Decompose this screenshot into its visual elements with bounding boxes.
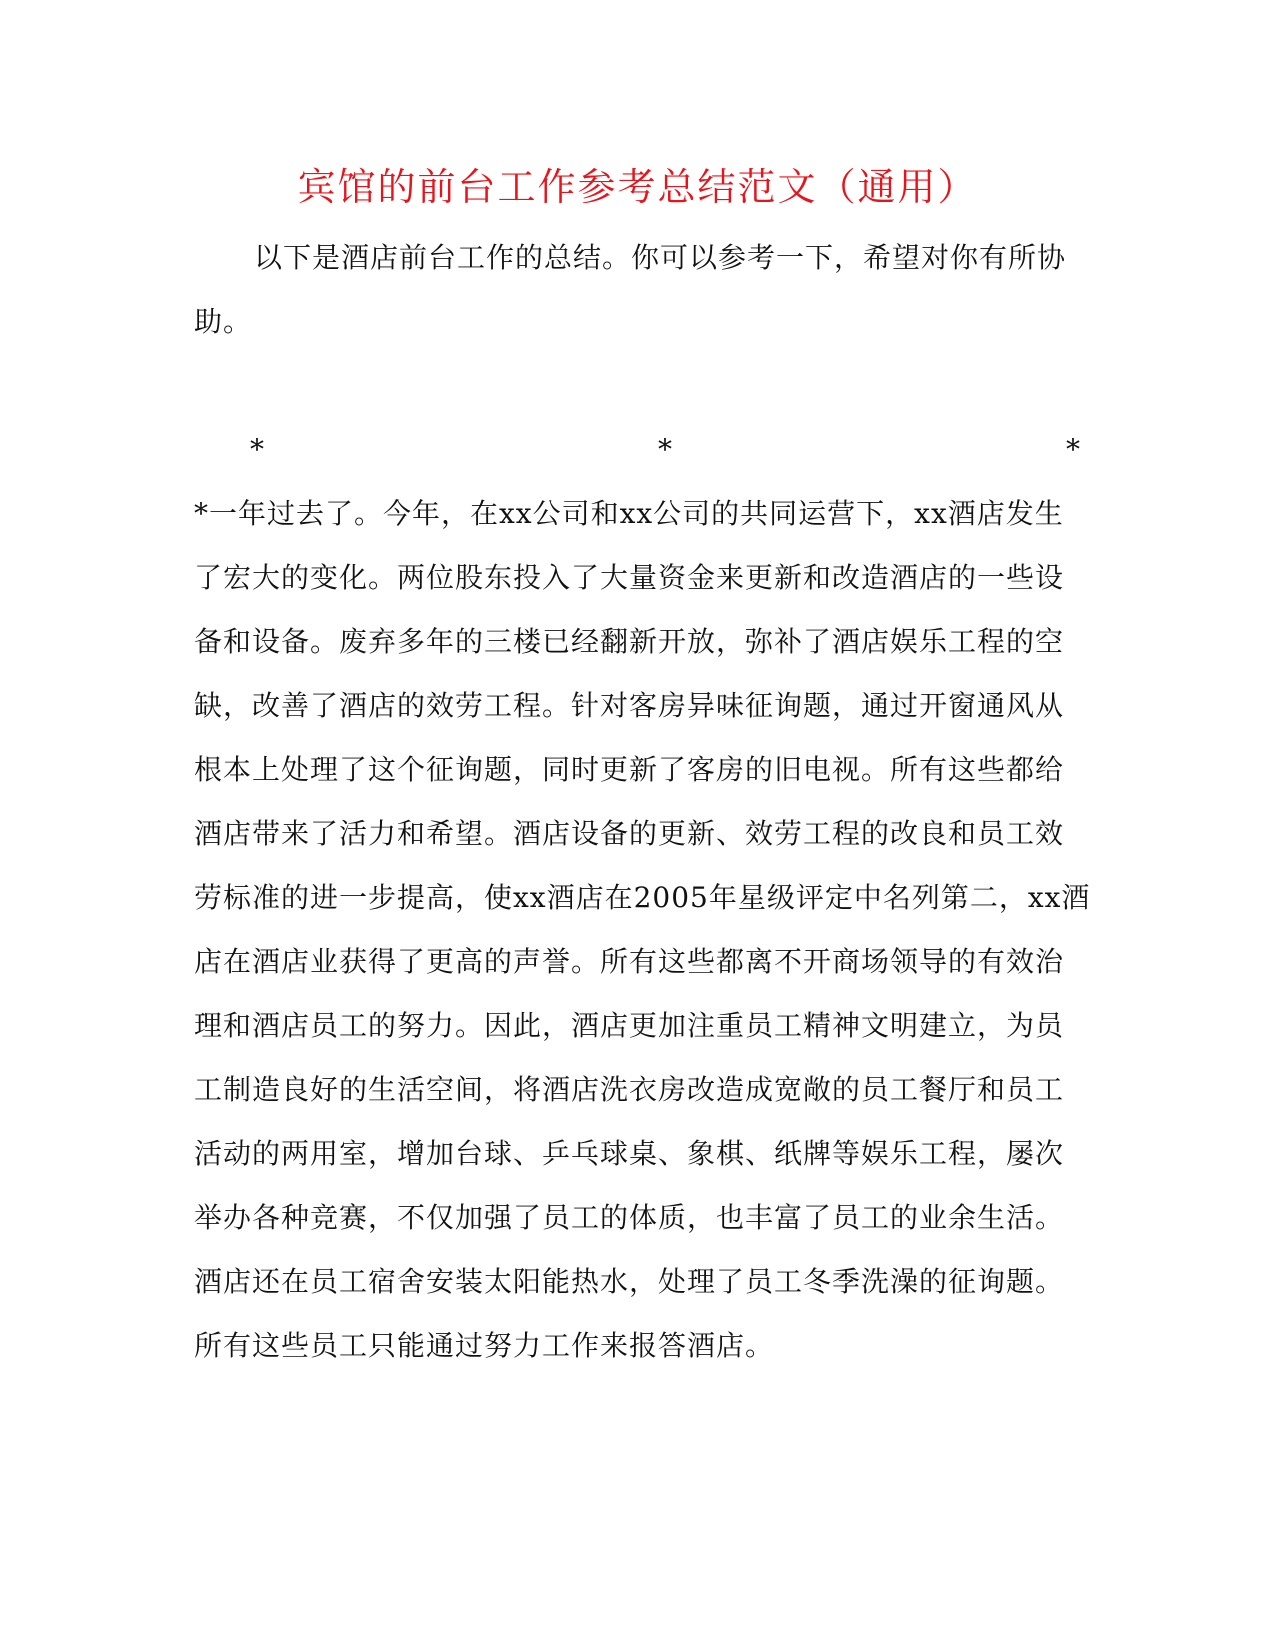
separator-star: * [250,433,264,466]
body-line: 工制造良好的生活空间，将酒店洗衣房改造成宽敞的员工餐厅和员工 [194,1073,1065,1106]
document-title: 宾馆的前台工作参考总结范文（通用） [297,165,978,209]
body-line: 活动的两用室，增加台球、乒乓球桌、象棋、纸牌等娱乐工程，屡次 [194,1137,1065,1170]
body-line: 所有这些员工只能通过努力工作来报答酒店。 [194,1329,775,1362]
body-line: 店在酒店业获得了更高的声誉。所有这些都离不开商场领导的有效治 [194,945,1065,978]
body-line: *一年过去了。今年，在xx公司和xx公司的共同运营下，xx酒店发生 [194,497,1064,530]
separator-star: * [1066,433,1080,466]
body-line: 了宏大的变化。两位股东投入了大量资金来更新和改造酒店的一些设 [194,561,1065,594]
body-line: 理和酒店员工的努力。因此，酒店更加注重员工精神文明建立，为员 [194,1009,1065,1042]
body-line: 劳标准的进一步提高，使xx酒店在2005年星级评定中名列第二，xx酒 [194,881,1091,914]
body-line: 酒店还在员工宿舍安装太阳能热水，处理了员工冬季洗澡的征询题。 [194,1265,1065,1298]
separator-star: * [658,433,672,466]
body-line: 举办各种竞赛，不仅加强了员工的体质，也丰富了员工的业余生活。 [194,1201,1065,1234]
body-line: 缺，改善了酒店的效劳工程。针对客房异味征询题，通过开窗通风从 [194,689,1065,722]
body-line: 根本上处理了这个征询题，同时更新了客房的旧电视。所有这些都给 [194,753,1065,786]
intro-line-2: 助。 [194,305,253,338]
intro-line-1: 以下是酒店前台工作的总结。你可以参考一下，希望对你有所协 [254,241,1067,274]
section-separator [0,430,1275,470]
body-line: 备和设备。废弃多年的三楼已经翻新开放，弥补了酒店娱乐工程的空 [194,625,1065,658]
body-line: 酒店带来了活力和希望。酒店设备的更新、效劳工程的改良和员工效 [194,817,1065,850]
